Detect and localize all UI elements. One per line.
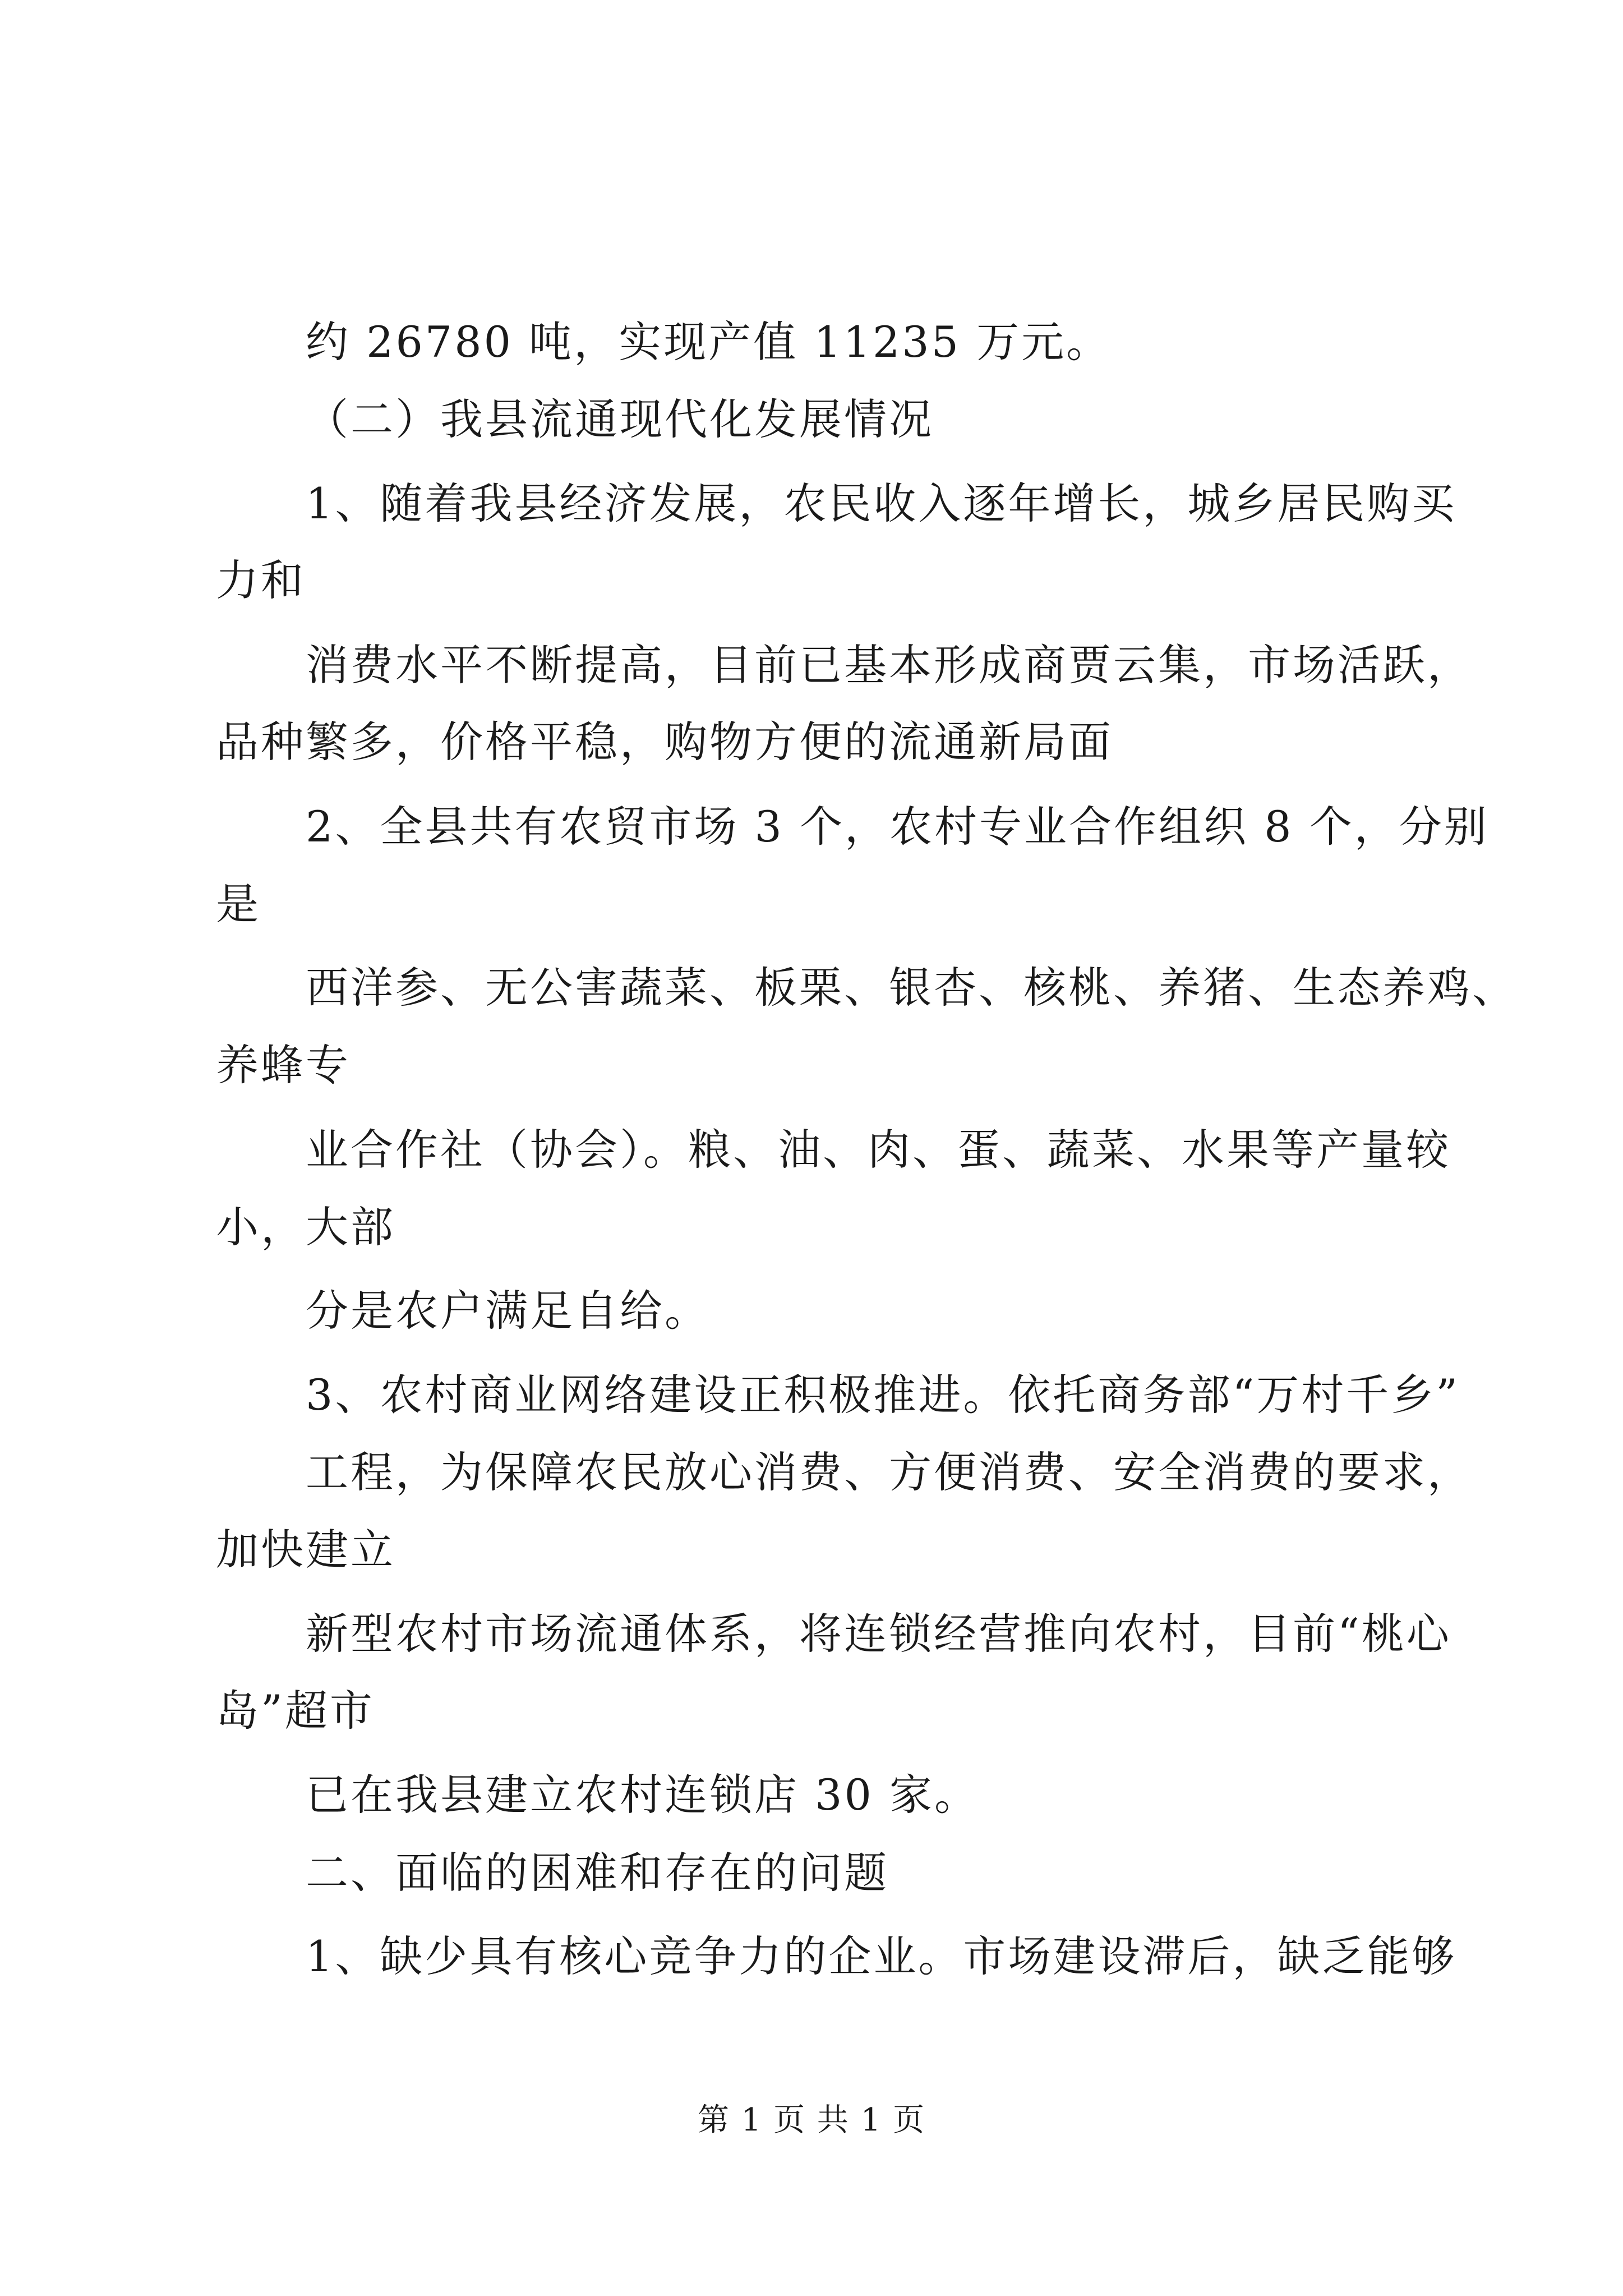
text-line: 工程，为保障农民放心消费、方便消费、安全消费的要求， — [306, 1447, 1472, 1497]
text-line: 品种繁多，价格平稳，购物方便的流通新局面 — [216, 717, 1113, 767]
page-footer: 第 1 页 共 1 页 — [697, 2102, 926, 2138]
section-heading: 二、面临的困难和存在的问题 — [306, 1848, 889, 1898]
text-line: 1、缺少具有核心竞争力的企业。市场建设滞后，缺乏能够 — [306, 1931, 1457, 1981]
text-line: 消费水平不断提高，目前已基本形成商贾云集，市场活跃， — [306, 640, 1472, 690]
text-line: 加快建立 — [216, 1525, 395, 1575]
text-line: 力和 — [216, 555, 306, 605]
text-line: 2、全县共有农贸市场 3 个，农村专业合作组织 8 个，分别 — [306, 802, 1489, 852]
text-line: 已在我县建立农村连锁店 30 家。 — [306, 1770, 980, 1820]
text-line: 业合作社（协会）。粮、油、肉、蛋、蔬菜、水果等产量较 — [306, 1125, 1451, 1175]
text-line: 1、随着我县经济发展，农民收入逐年增长，城乡居民购买 — [306, 478, 1457, 528]
text-line: 西洋参、无公害蔬菜、板栗、银杏、核桃、养猪、生态养鸡、 — [306, 963, 1517, 1013]
section-heading: （二）我县流通现代化发展情况 — [306, 394, 934, 444]
text-line: 养蜂专 — [216, 1040, 351, 1090]
text-line: 新型农村市场流通体系，将连锁经营推向农村，目前“桃心 — [306, 1609, 1451, 1659]
text-line: 3、农村商业网络建设正积极推进。依托商务部“万村千乡” — [306, 1370, 1460, 1420]
text-line: 岛”超市 — [216, 1686, 375, 1736]
text-line: 小，大部 — [216, 1202, 395, 1252]
text-line: 是 — [216, 879, 261, 929]
text-line: 分是农户满足自给。 — [306, 1286, 709, 1336]
text-line: 约 26780 吨，实现产值 11235 万元。 — [306, 317, 1112, 367]
